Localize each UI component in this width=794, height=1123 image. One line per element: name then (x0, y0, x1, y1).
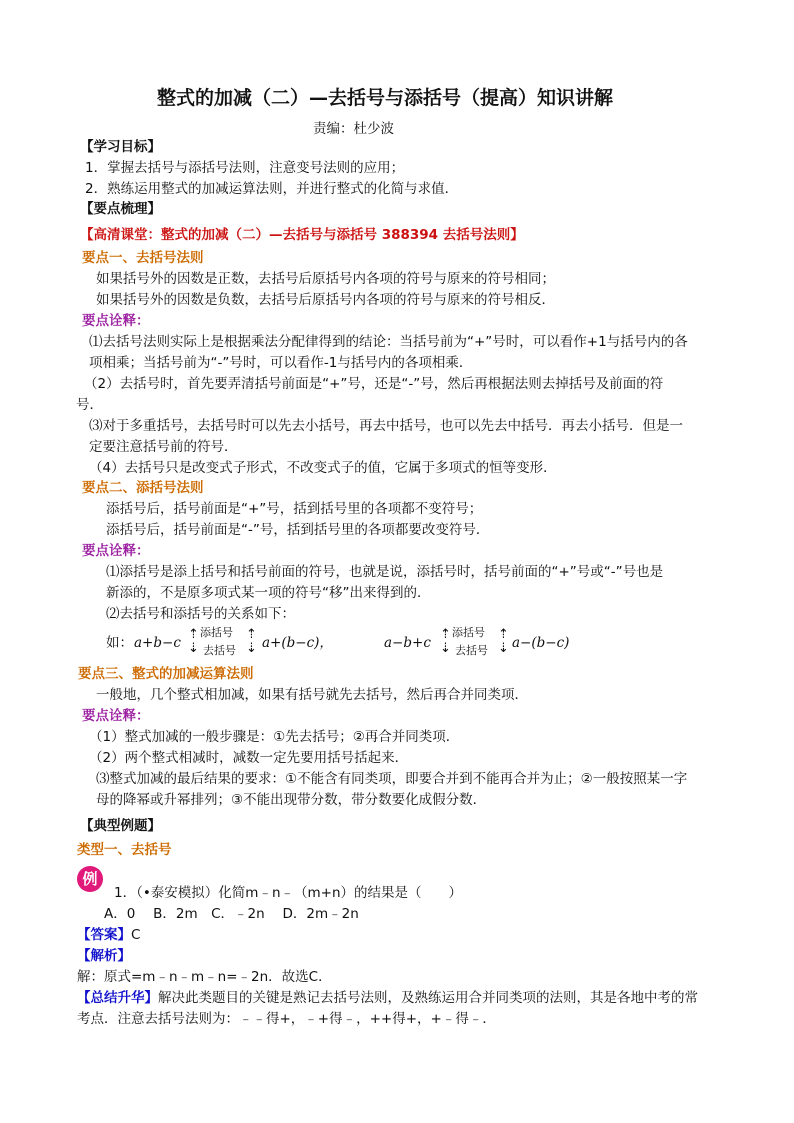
question-text: 1．（•泰安模拟）化简m﹣n﹣（m+n）的结果是（ ） (114, 885, 463, 901)
point1-note: 项相乘；当括号前为“-”号时，可以看作-1与括号内的各项相乘． (89, 355, 473, 371)
summary-line (77, 989, 698, 1007)
point3-note: ⑶整式加减的最后结果的要求：①不能含有同类项，即要合并到不能再合并为止；②一般按照某一字 (96, 771, 688, 787)
point1-note: ⑴去括号法则实际上是根据乘法分配律得到的结论：当括号前为“+”号时，可以看作+1与括号内的各 (89, 334, 688, 350)
formula1-left: a+b−c (134, 635, 181, 651)
formula2-left: a−b+c (384, 635, 431, 651)
example-badge-icon: 例 (77, 866, 103, 892)
summary-text: 解决此类题目的关键是熟记去括号法则，及熟练运用合并同类项的法则，其是各地中考的常 (158, 990, 698, 1006)
point1-heading: 要点一、去括号法则 (82, 250, 204, 266)
point2-note: 新添的，不是原多项式某一项的符号“移”出来得到的． (106, 585, 431, 601)
formula2-right: a−(b−c) (512, 635, 570, 651)
point1-note: （4）去括号只是改变式子形式，不改变式子的值，它属于多项式的恒等变形． (89, 460, 557, 476)
goals-heading: 【学习目标】 (80, 139, 161, 155)
page-title: 整式的加减（二）—去括号与添括号（提高）知识讲解 (157, 87, 614, 109)
updown-arrow-icon: ⇡ ⇣ (498, 627, 509, 656)
answer-value: C (131, 927, 141, 943)
review-heading: 【要点梳理】 (80, 201, 161, 217)
point2-line: 添括号后，括号前面是“+”号，括到括号里的各项都不变符号； (106, 501, 483, 517)
examples-heading: 【典型例题】 (80, 818, 161, 834)
remove-brackets-label: 去括号 (203, 644, 236, 657)
question-options: A．0 B．2m C．﹣2n D．2m﹣2n (104, 906, 359, 922)
classroom-link[interactable]: 【高清课堂：整式的加减（二）—去括号与添括号 388394 去括号法则】 (80, 227, 524, 243)
point3-note: （2）两个整式相减时，减数一定先要用括号括起来． (89, 750, 409, 766)
point1-notes-heading: 要点诠释： (82, 313, 150, 329)
editor-line: 责编：杜少波 (313, 121, 394, 137)
point1-note: （2）去括号时，首先要弄清括号前面是“+”号，还是“-”号，然后再根据法则去掉括号及前面的符 (84, 376, 664, 392)
summary-line: 考点．注意去括号法则为：﹣﹣得+，﹣+得﹣，++得+，+﹣得﹣． (77, 1011, 496, 1027)
answer-line (77, 926, 140, 944)
point2-notes-heading: 要点诠释： (82, 543, 150, 559)
point1-line: 如果括号外的因数是负数，去括号后原括号内各项的符号与原来的符号相反． (96, 292, 555, 308)
point2-note: ⑵去括号和添括号的关系如下： (106, 606, 295, 622)
point3-notes-heading: 要点诠释： (82, 708, 150, 724)
solution-text: 解：原式=m﹣n﹣m﹣n=﹣2n．故选C． (77, 969, 332, 985)
example-prefix: 如： (106, 635, 133, 651)
updown-arrow-icon: ⇡ ⇣ (188, 627, 199, 656)
point1-note: ⑶对于多重括号，去括号时可以先去小括号，再去中括号，也可以先去中括号．再去小括号．但是一 (89, 418, 683, 434)
goal-item: 2．熟练运用整式的加减运算法则，并进行整式的化简与求值． (85, 181, 459, 197)
add-brackets-label: 添括号 (452, 626, 485, 639)
answer-label: 【答案】 (77, 927, 131, 943)
type1-heading: 类型一、去括号 (77, 842, 172, 858)
remove-brackets-label: 去括号 (455, 644, 488, 657)
analysis-label: 【解析】 (77, 948, 131, 964)
point3-line: 一般地，几个整式相加减，如果有括号就先去括号，然后再合并同类项． (96, 687, 528, 703)
goal-item: 1．掌握去括号与添括号法则，注意变号法则的应用； (85, 160, 405, 176)
summary-label: 【总结升华】 (77, 990, 158, 1006)
updown-arrow-icon: ⇡ ⇣ (246, 627, 257, 656)
point3-note: （1）整式加减的一般步骤是：①先去括号；②再合并同类项． (89, 729, 460, 745)
add-brackets-label: 添括号 (200, 626, 233, 639)
updown-arrow-icon: ⇡ ⇣ (440, 627, 451, 656)
point3-note: 母的降幂或升幂排列；③不能出现带分数，带分数要化成假分数． (96, 792, 487, 808)
point2-line: 添括号后，括号前面是“-”号，括到括号里的各项都要改变符号． (106, 522, 490, 538)
point1-note: 号． (76, 397, 103, 413)
formula1-right: a+(b−c)， (262, 635, 333, 651)
point1-note: 定要注意括号前的符号． (89, 439, 238, 455)
point2-heading: 要点二、添括号法则 (82, 480, 204, 496)
point3-heading: 要点三、整式的加减运算法则 (78, 666, 254, 682)
point2-note: ⑴添括号是添上括号和括号前面的符号，也就是说，添括号时，括号前面的“+”号或“-”号也是 (106, 564, 664, 580)
point1-line: 如果括号外的因数是正数，去括号后原括号内各项的符号与原来的符号相同； (96, 271, 555, 287)
